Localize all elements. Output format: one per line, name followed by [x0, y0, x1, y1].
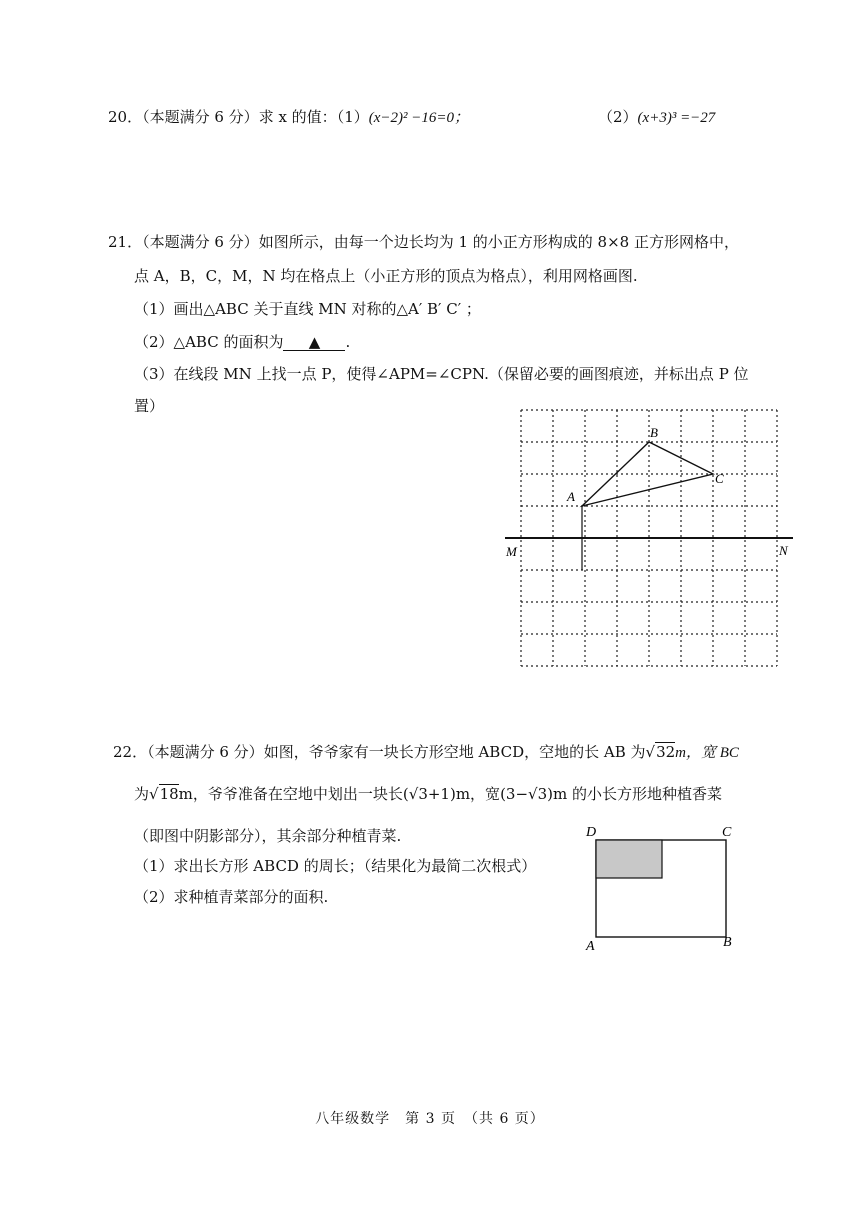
- sqrt-sign-2: √: [149, 785, 159, 803]
- q22-text-line1b: m，宽 BC: [675, 745, 739, 761]
- label-d: D: [586, 825, 597, 840]
- q21-text-line1: 如图所示，由每一个边长均为 1 的小正方形构成的 8×8 正方形网格中，: [258, 233, 739, 251]
- q21-grid-figure: [500, 405, 800, 675]
- question-22-line1: [113, 742, 739, 763]
- shaded-small-rectangle: [596, 840, 662, 878]
- q22-number: 22．: [113, 743, 148, 761]
- q20-part1-label: （1）: [336, 108, 369, 126]
- q21-sub2: [134, 332, 350, 352]
- q21-points: （本题满分 6 分）: [142, 233, 259, 251]
- label-c: C: [715, 471, 724, 486]
- q21-answer-blank: ▲: [283, 334, 345, 351]
- q21-sub3-line2: 置）: [134, 397, 165, 415]
- label-a: A: [567, 489, 575, 504]
- q21-sub2-suffix: .: [345, 333, 351, 351]
- q20-number: 20．: [108, 108, 143, 126]
- q22-text-line2b: m，爷爷准备在空地中划出一块长: [178, 785, 403, 803]
- q21-sub2-prefix: （2）△ABC 的面积为: [134, 333, 284, 351]
- page-footer: 八年级数学 第 3 页 （共 6 页）: [315, 1111, 545, 1127]
- q20-prompt: 求 x 的值：: [258, 108, 337, 126]
- q22-bc-radicand: 18: [159, 785, 179, 803]
- q21-sub3-line1: （3）在线段 MN 上找一点 P，使得∠APM=∠CPN.（保留必要的画图痕迹，并标出点 P 位: [134, 365, 749, 383]
- label-c-rect: C: [722, 825, 732, 840]
- q20-points: （本题满分 6 分）: [142, 108, 259, 126]
- question-20-part2: [598, 107, 715, 128]
- q22-ab-radicand: 32: [656, 743, 676, 761]
- q21-sub1: （1）画出△ABC 关于直线 MN 对称的△A′ B′ C′ ；: [134, 300, 481, 318]
- q22-sub1: （1）求出长方形 ABCD 的周长；（结果化为最简二次根式）: [134, 857, 537, 875]
- q22-sub2: （2）求种植青菜部分的面积.: [134, 888, 329, 906]
- label-b-rect: B: [723, 935, 732, 950]
- q21-text-line2: 点 A，B，C，M，N 均在格点上（小正方形的顶点为格点），利用网格画图.: [134, 267, 638, 285]
- question-20: [108, 107, 469, 128]
- q22-small-width: (3−√3): [500, 785, 553, 803]
- question-21-line1: [108, 232, 739, 252]
- q22-points: （本题满分 6 分）: [147, 743, 264, 761]
- q22-text-line2a: 为: [134, 785, 150, 803]
- q22-text-line2c: m，宽: [455, 785, 501, 803]
- q22-rectangle-figure: [580, 822, 750, 952]
- label-n: N: [779, 543, 788, 558]
- q20-part1-equation: (x−2)² −16=0；: [368, 110, 469, 126]
- question-22-line2: [134, 784, 722, 804]
- q21-number: 21．: [108, 233, 143, 251]
- sqrt-sign: √: [645, 743, 656, 761]
- label-b: B: [650, 425, 658, 440]
- q22-text-line1a: 如图，爷爷家有一块长方形空地 ABCD，空地的长 AB 为: [263, 743, 646, 761]
- label-a-rect: A: [586, 939, 595, 952]
- q20-part2-label: （2）: [598, 108, 638, 126]
- q20-part2-equation: (x+3)³ =−27: [637, 110, 716, 126]
- q22-text-line2d: m 的小长方形地种植香菜: [552, 785, 722, 803]
- q22-text-line3: （即图中阴影部分），其余部分种植青菜.: [134, 827, 402, 845]
- label-m: M: [506, 544, 517, 559]
- q22-small-length: (√3+1): [402, 785, 456, 803]
